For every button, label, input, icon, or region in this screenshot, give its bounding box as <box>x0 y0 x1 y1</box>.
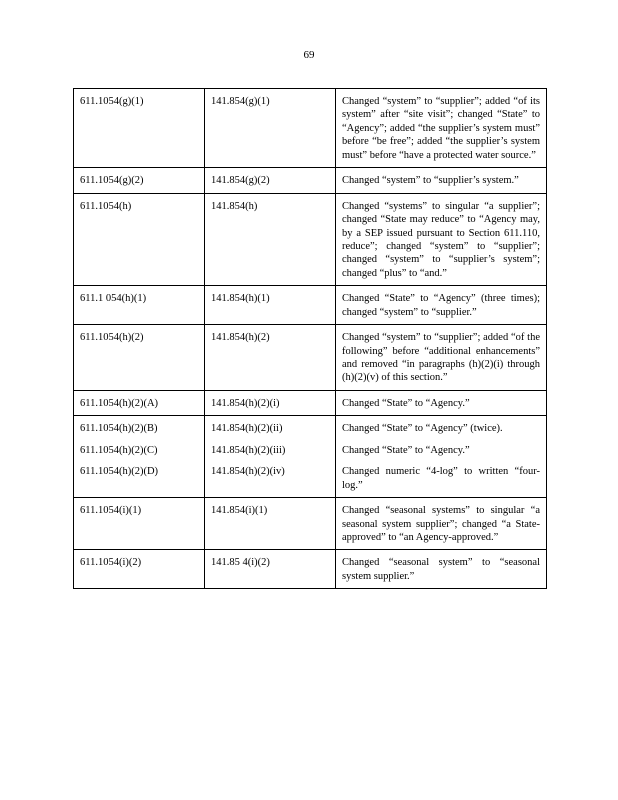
state-section-cell: 611.1054(g)(2) <box>74 168 205 193</box>
table-row <box>74 89 547 168</box>
state-section-entry: 611.1054(h)(2)(C) <box>80 444 158 456</box>
change-description-cell <box>336 416 547 498</box>
table-row <box>74 286 547 325</box>
change-description-cell: Changed “system” to “supplier”; added “of its system” after “site visit”; changed “State” to “Agency”; added “the supplier’s system must” before “be free”; added “the supplier’s system must” before “have a protected water source.” <box>336 89 547 168</box>
change-description-entry: Changed numeric “4-log” to written “four-log.” <box>342 466 540 491</box>
federal-section-cell: 141.854(h)(2) <box>205 325 336 391</box>
federal-section-cell: 141.854(g)(1) <box>205 89 336 168</box>
federal-section-entry: 141.854(h)(2)(iii) <box>211 444 286 456</box>
federal-section-cell: 141.854(h)(1) <box>205 286 336 325</box>
change-description-cell: Changed “system” to “supplier’s system.” <box>336 168 547 193</box>
federal-section-cell: 141.854(h) <box>205 193 336 286</box>
change-description-entry: Changed “State” to “Agency” (twice). <box>342 423 503 435</box>
change-description-cell: Changed “State” to “Agency” (three times); changed “system” to “supplier.” <box>336 286 547 325</box>
state-section-entry: 611.1054(h)(2)(D) <box>80 466 159 478</box>
table-row <box>74 168 547 193</box>
change-description-entry: Changed “State” to “Agency.” <box>342 444 470 456</box>
table-row-group <box>74 416 547 498</box>
federal-section-cell: 141.854(g)(2) <box>205 168 336 193</box>
state-section-cell: 611.1054(g)(1) <box>74 89 205 168</box>
state-section-cell: 611.1 054(h)(1) <box>74 286 205 325</box>
table-row <box>74 193 547 286</box>
change-description-cell: Changed “systems” to singular “a supplier”; changed “State may reduce” to “Agency may, by a SEP issued pursuant to Section 611.110, reduce”; changed “system” to “supplier”; changed “system” to “supplier’s system”; changed “plus” to “and.” <box>336 193 547 286</box>
change-description-cell: Changed “seasonal system” to “seasonal system supplier.” <box>336 550 547 589</box>
federal-section-entry: 141.854(h)(2)(ii) <box>211 423 283 435</box>
table-row <box>74 550 547 589</box>
state-section-cell: 611.1054(i)(2) <box>74 550 205 589</box>
change-description-cell: Changed “seasonal systems” to singular “a seasonal system supplier”; changed “a State-approved” to “an Agency-approved.” <box>336 498 547 550</box>
table-row <box>74 390 547 415</box>
page-number: 69 <box>303 49 315 61</box>
table-row <box>74 325 547 391</box>
federal-section-cell: 141.85 4(i)(2) <box>205 550 336 589</box>
federal-section-entry: 141.854(h)(2)(iv) <box>211 466 285 478</box>
comparison-table <box>73 88 547 589</box>
change-description-cell: Changed “system” to “supplier”; added “of the following” before “additional enhancements” and removed “in paragraphs (h)(2)(i) through (h)(2)(v) of this section.” <box>336 325 547 391</box>
state-section-entry: 611.1054(h)(2)(B) <box>80 423 158 435</box>
state-section-cell: 611.1054(h)(2)(A) <box>74 390 205 415</box>
change-description-cell: Changed “State” to “Agency.” <box>336 390 547 415</box>
state-section-cell: 611.1054(i)(1) <box>74 498 205 550</box>
state-section-cell: 611.1054(h)(2) <box>74 325 205 391</box>
state-section-cell: 611.1054(h) <box>74 193 205 286</box>
state-section-cell <box>74 416 205 498</box>
federal-section-cell <box>205 416 336 498</box>
table-row <box>74 498 547 550</box>
federal-section-cell: 141.854(i)(1) <box>205 498 336 550</box>
federal-section-cell: 141.854(h)(2)(i) <box>205 390 336 415</box>
